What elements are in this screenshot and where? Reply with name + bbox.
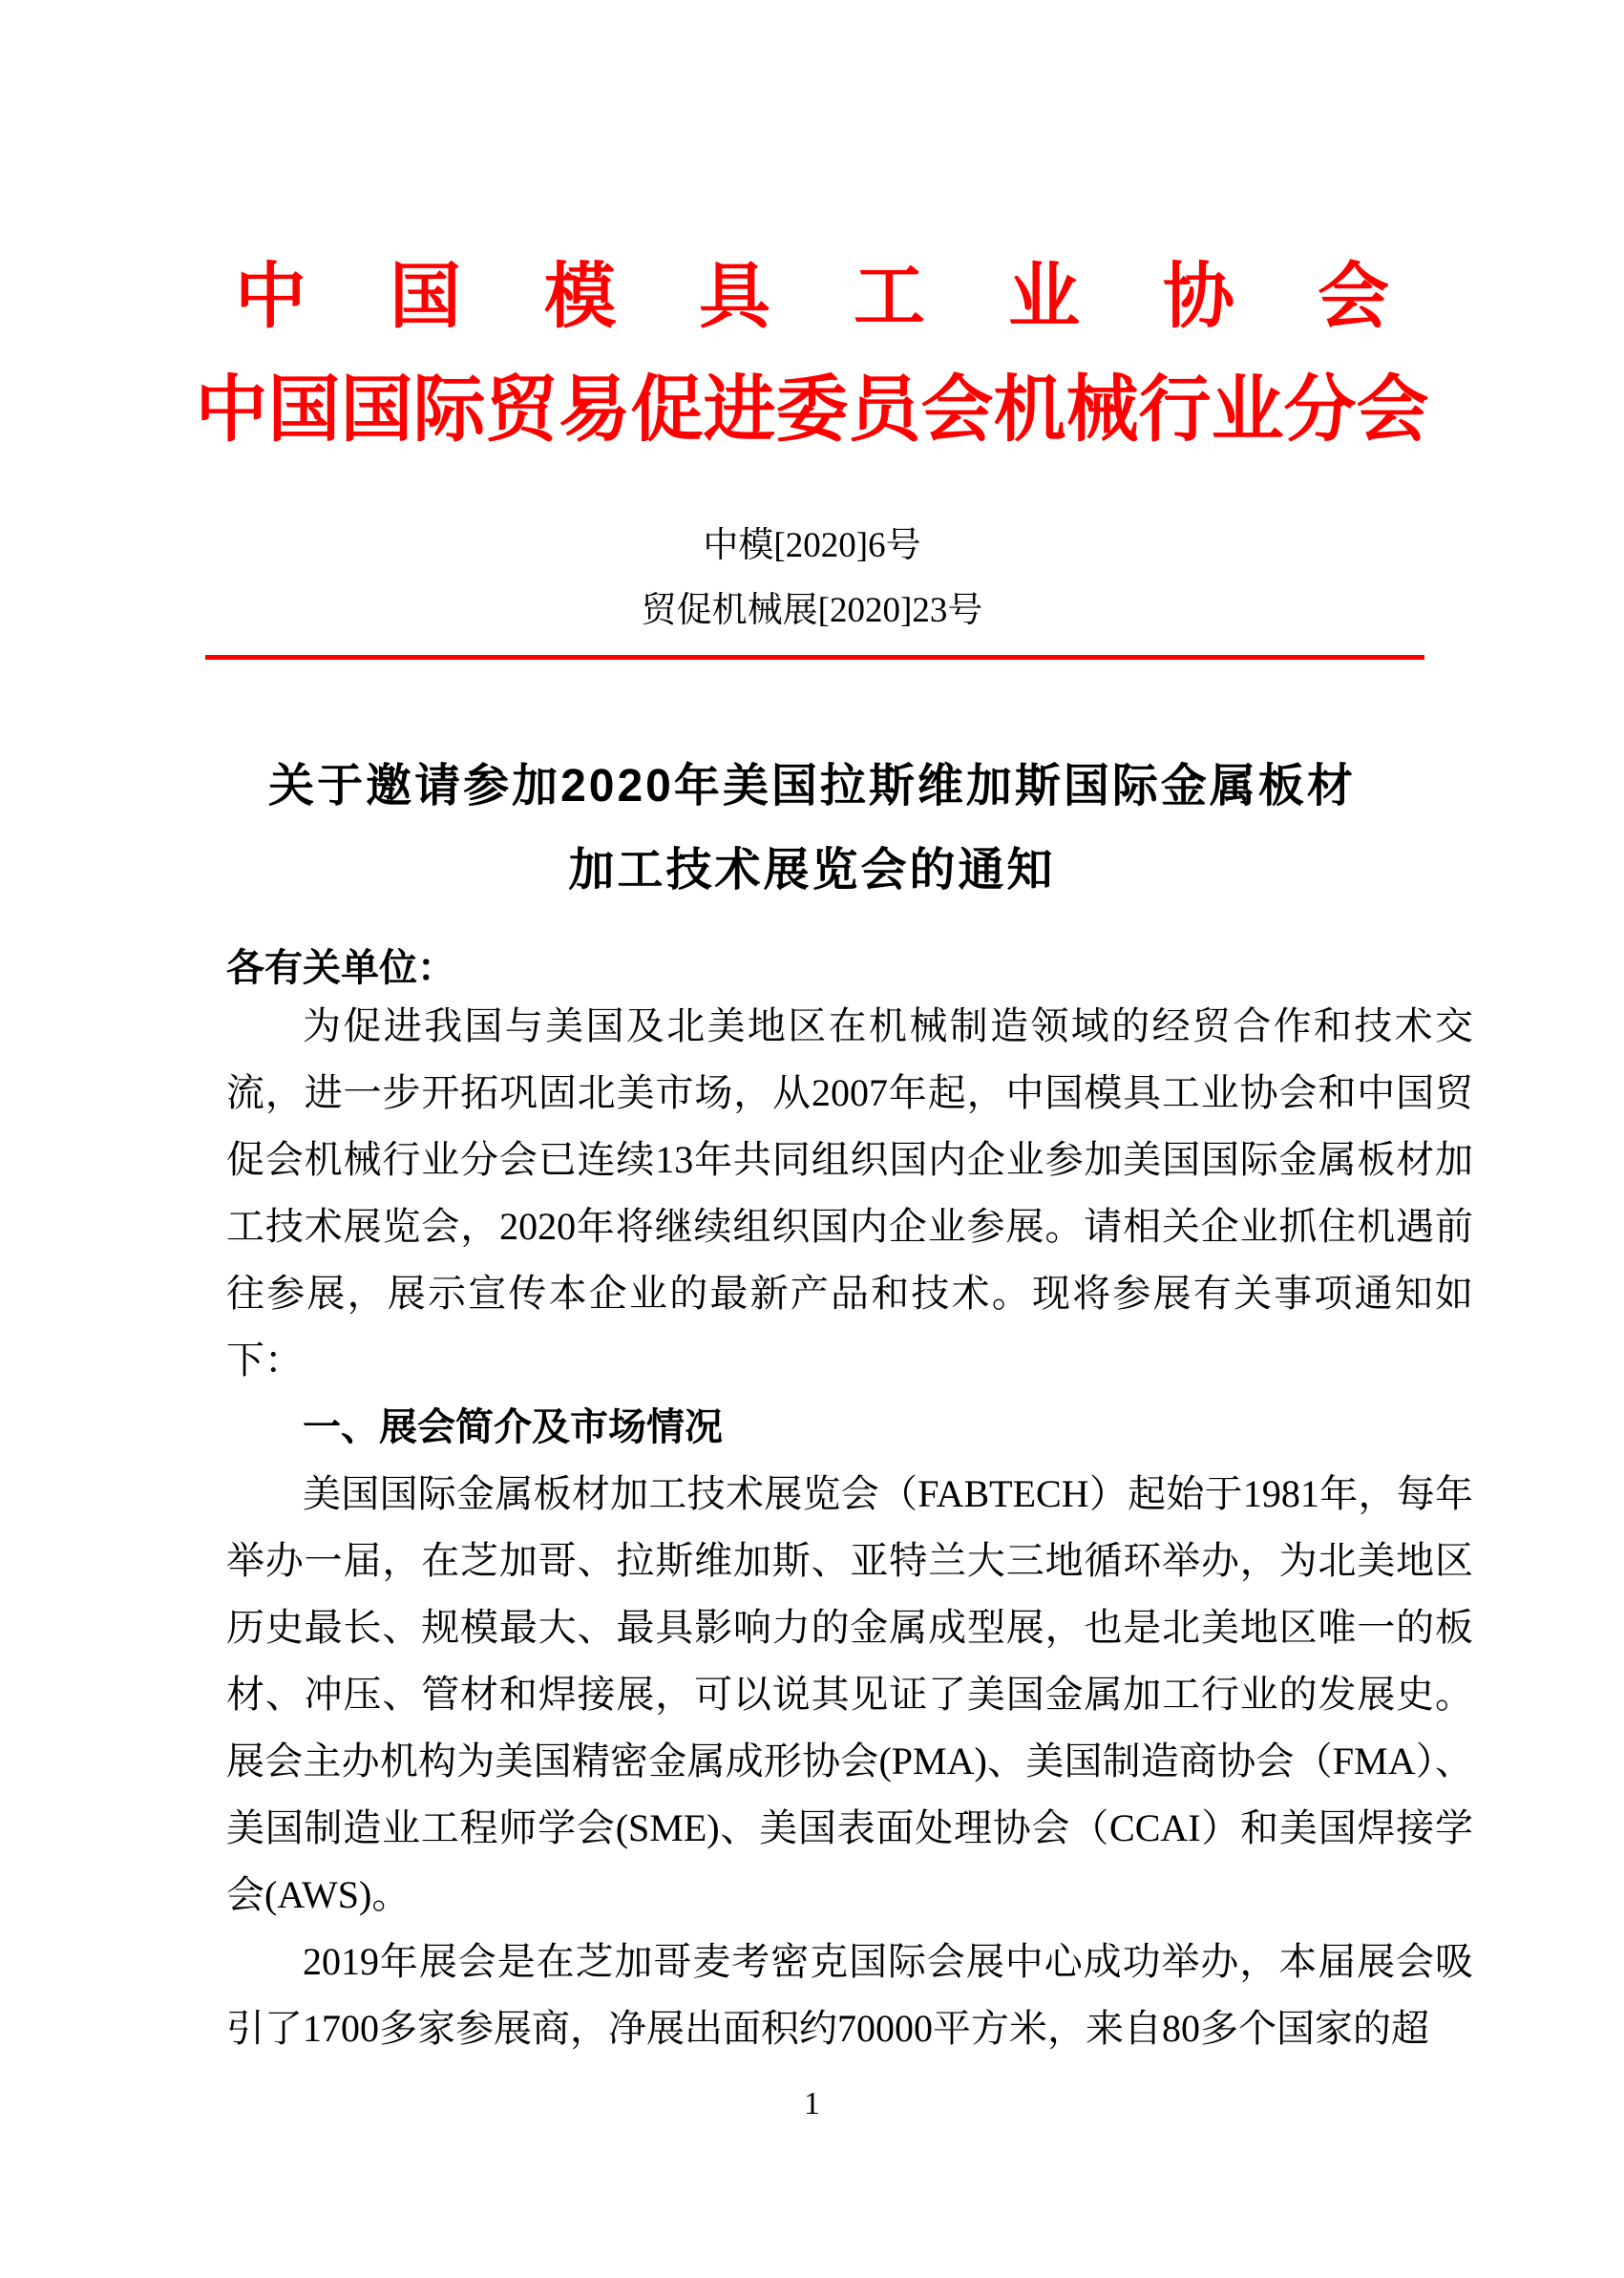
- org-name-line2: 中国国际贸易促进委员会机械行业分会: [195, 370, 1429, 451]
- org-name-line1: 中国模具工业协会: [234, 258, 1472, 337]
- paragraph-1: 为促进我国与美国及北美地区在机械制造领域的经贸合作和技术交流，进一步开拓巩固北美市场，从2007年起，中国模具工业协会和中国贸促会机械行业分会已连续13年共同组织国内企业参加美国国际金属板材加工技术展览会，2020年将继续组织国内企业参展。请相关企业抓住机遇前往参展，展示宣传本企业的最新产品和技术。现将参展有关事项通知如下：: [226, 1004, 1473, 1382]
- paragraph-2: 美国国际金属板材加工技术展览会（FABTECH）起始于1981年，每年举办一届，在芝加哥、拉斯维加斯、亚特兰大三地循环举办，为北美地区历史最长、规模最大、最具影响力的金属成型展，也是北美地区唯一的板材、冲压、管材和焊接展，可以说其见证了美国金属加工行业的发展史。展会主办机构为美国精密金属成形协会(PMA)、美国制造商协会（FMA）、美国制造业工程师学会(SME)、美国表面处理协会（CCAI）和美国焊接学会(AWS)。: [226, 1472, 1473, 1916]
- salutation: 各有关单位：: [226, 947, 455, 989]
- document-title-line1: 关于邀请参加2020年美国拉斯维加斯国际金属板材: [268, 761, 1356, 812]
- paragraph-3: 2019年展会是在芝加哥麦考密克国际会展中心成功举办，本届展会吸引了1700多家参展商，净展出面积约70000平方米，来自80多个国家的超: [226, 1940, 1473, 2050]
- document-title-line2: 加工技术展览会的通知: [568, 845, 1056, 896]
- doc-number-primary: 中模[2020]6号: [703, 526, 921, 565]
- document-title: [0, 745, 1624, 913]
- document-body: [226, 993, 1473, 2062]
- red-divider-rule: [205, 655, 1424, 660]
- doc-number-secondary: 贸促机械展[2020]23号: [641, 591, 983, 630]
- page-number: 1: [804, 2086, 820, 2121]
- section-1-heading: 一、展会简介及市场情况: [303, 1406, 723, 1448]
